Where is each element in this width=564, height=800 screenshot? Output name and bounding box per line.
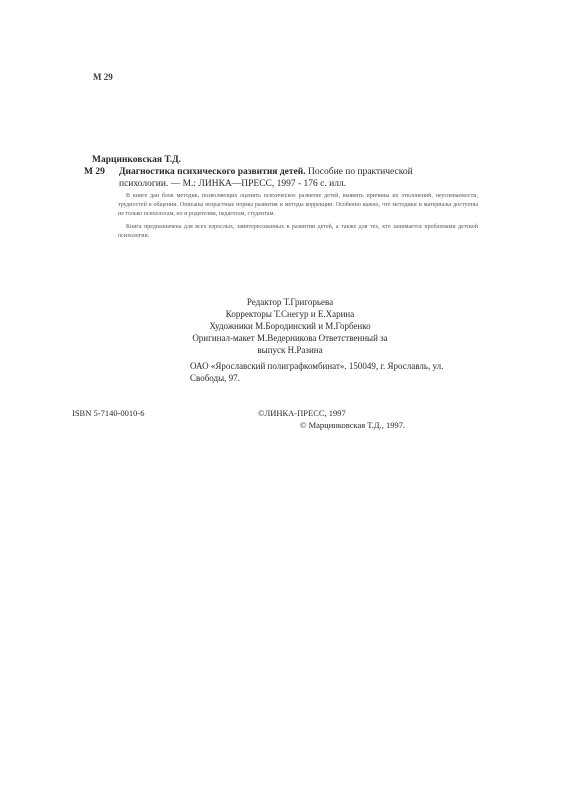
credit-proofreaders: Корректоры Т.Снегур и Е.Харина <box>225 309 355 319</box>
printer-info: ОАО «Ярославский полиграфкомбинат». 150049, г. Ярославль, ул. Свободы, 97. <box>190 361 444 383</box>
author-copyright: © Марцинковская Т.Д., 1997. <box>300 420 406 430</box>
credits-block <box>150 296 430 356</box>
author-code: М 29 <box>84 167 105 177</box>
annotation-paragraph-1: В книге дан блок методик, позволяющих оценить психическое развитие детей, выявить причины их отклонений, неуспеваемости, трудностей в общении. Описаны возрастные нормы развития и методы коррекции. Особенно важно, что методики и материалы доступны не только психологам, но и родителям, педагогам, студентам. <box>118 193 478 217</box>
credit-release: выпуск Н.Разина <box>257 345 323 355</box>
credit-artists: Художники М.Бородинский и М.Горбенко <box>209 321 371 331</box>
book-title: Диагностика психического развития детей. <box>119 167 306 177</box>
annotation <box>118 192 478 245</box>
title-line-1 <box>119 167 413 177</box>
credit-layout: Оригинал-макет М.Ведерникова Ответственный за <box>192 333 388 343</box>
isbn: ISBN 5-7140-0010-6 <box>72 408 145 418</box>
title-subtitle: Пособие по практической <box>305 167 413 177</box>
annotation-paragraph-2: Книга предназначена для всех взрослых, заинтересованных в развитии детей, а также для тех, кто занимается проблемами детской психологии. <box>118 224 478 239</box>
publisher-copyright: ©ЛИНКА-ПРЕСС, 1997 <box>258 408 346 418</box>
credit-editor: Редактор Т.Григорьева <box>246 297 334 307</box>
classification-mark: М 29 <box>93 72 113 82</box>
author-name: Марцинковская Т.Д. <box>92 155 182 165</box>
title-line-2: психологии. — М.: ЛИНКА—ПРЕСС, 1997 - 176 с. илл. <box>119 179 347 189</box>
